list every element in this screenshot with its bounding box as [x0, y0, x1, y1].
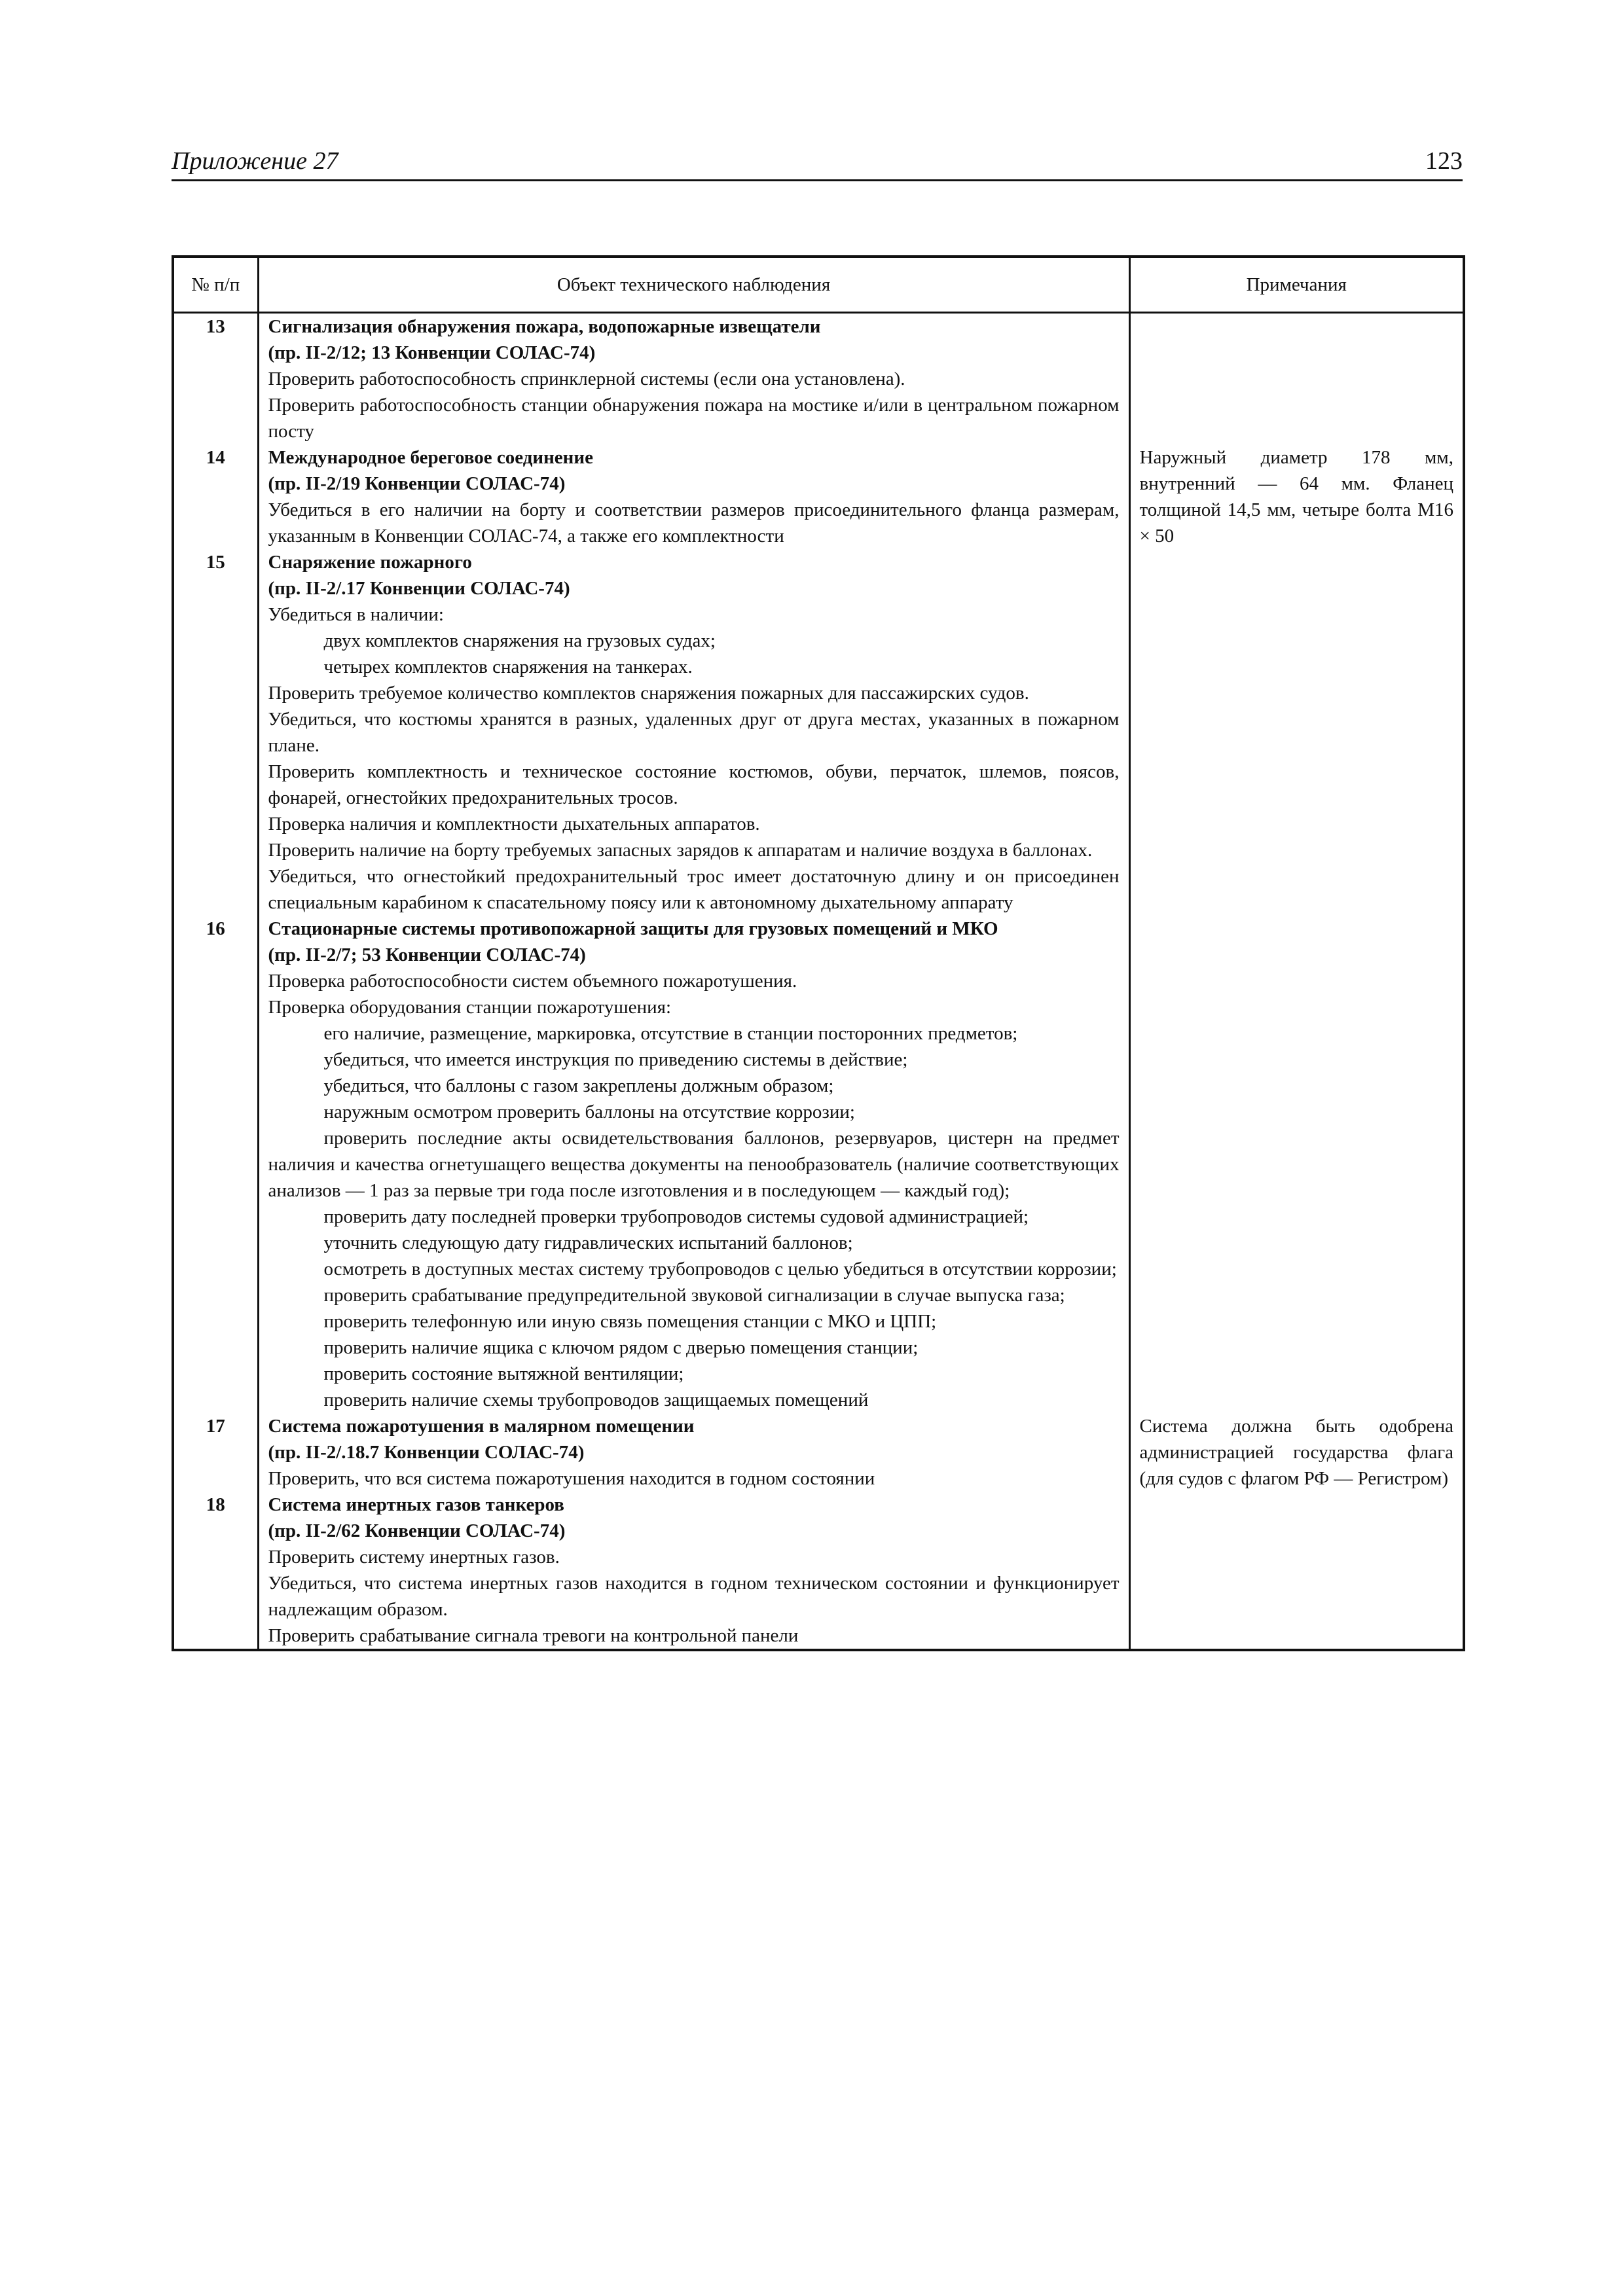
- row-note: Система должна быть одобрена администрацией государства флага (для судов с флагом РФ — Регистром): [1129, 1413, 1464, 1492]
- row-object: [258, 549, 1129, 916]
- item-text-line: Проверить наличие на борту требуемых запасных зарядов к аппаратам и наличие воздуха в баллонах.: [268, 840, 1093, 861]
- item-reference: (пр. II-2/7; 53 Конвенции СОЛАС-74): [268, 944, 586, 965]
- item-text-line: проверить состояние вытяжной вентиляции;: [323, 1363, 684, 1384]
- table-row: [173, 313, 1464, 445]
- item-text-line: Проверить работоспособность станции обнаружения пожара на мостике и/или в центральном пожарном посту: [268, 395, 1120, 442]
- page-header: [172, 143, 1463, 181]
- item-text-line: четырех комплектов снаряжения на танкерах.: [323, 656, 693, 677]
- column-header-object: Объект технического наблюдения: [258, 257, 1129, 313]
- item-reference: (пр. II-2/12; 13 Конвенции СОЛАС-74): [268, 342, 596, 363]
- item-title: Снаряжение пожарного: [268, 552, 472, 573]
- item-text-line: наружным осмотром проверить баллоны на отсутствие коррозии;: [323, 1102, 855, 1122]
- item-text-line: Убедиться в его наличии на борту и соответствии размеров присоединительного фланца размерам, указанным в Конвенции СОЛАС-74, а также его комплектности: [268, 499, 1120, 547]
- item-text-line: Проверить систему инертных газов.: [268, 1547, 560, 1568]
- column-header-notes: Примечания: [1129, 257, 1464, 313]
- item-text-line: проверить срабатывание предупредительной звуковой сигнализации в случае выпуска газа;: [323, 1285, 1065, 1306]
- row-object: [258, 1413, 1129, 1492]
- item-text-line: убедиться, что имеется инструкция по приведению системы в действие;: [323, 1049, 908, 1070]
- item-text-line: проверить дату последней проверки трубопроводов системы судовой администрацией;: [323, 1206, 1029, 1227]
- item-text-line: Проверить работоспособность спринклерной системы (если она установлена).: [268, 368, 905, 389]
- item-text-line: Проверить срабатывание сигнала тревоги на контрольной панели: [268, 1625, 799, 1646]
- item-text-line: проверить последние акты освидетельствования баллонов, резервуаров, цистерн на предмет наличия и качества огнетушащего вещества документы на пенообразователь (наличие соответствующих анализов — 1 раз за первые три года после изготовления и в последующем — каждый год);: [268, 1128, 1120, 1201]
- row-note: [1129, 1492, 1464, 1650]
- item-text-line: проверить телефонную или иную связь помещения станции с МКО и ЦПП;: [323, 1311, 937, 1332]
- table-row: [173, 444, 1464, 549]
- item-text-line: Проверить, что вся система пожаротушения находится в годном состоянии: [268, 1468, 875, 1489]
- item-reference: (пр. II-2/.17 Конвенции СОЛАС-74): [268, 578, 570, 599]
- table-row: [173, 549, 1464, 916]
- row-number: 18: [173, 1492, 258, 1650]
- item-title: Международное береговое соединение: [268, 447, 593, 468]
- item-text-line: Убедиться, что огнестойкий предохранительный трос имеет достаточную длину и он присоединен специальным карабином к спасательному поясу или к автономному дыхательному аппарату: [268, 866, 1120, 913]
- item-text-line: Проверка наличия и комплектности дыхательных аппаратов.: [268, 814, 760, 834]
- table-row: [173, 916, 1464, 1413]
- row-note: [1129, 916, 1464, 1413]
- item-reference: (пр. II-2/.18.7 Конвенции СОЛАС-74): [268, 1442, 585, 1463]
- item-text-line: проверить наличие ящика с ключом рядом с дверью помещения станции;: [323, 1337, 919, 1358]
- row-object: [258, 444, 1129, 549]
- row-number: 15: [173, 549, 258, 916]
- row-note: Наружный диаметр 178 мм, внутренний — 64 мм. Фланец толщиной 14,5 мм, четыре болта М16 × 50: [1129, 444, 1464, 549]
- item-text-line: убедиться, что баллоны с газом закреплены должным образом;: [323, 1075, 834, 1096]
- item-text-line: проверить наличие схемы трубопроводов защищаемых помещений: [323, 1390, 869, 1410]
- table-body: [173, 313, 1464, 1651]
- row-object: [258, 1492, 1129, 1650]
- table-row: [173, 1492, 1464, 1650]
- item-text-line: Проверка работоспособности систем объемного пожаротушения.: [268, 971, 797, 992]
- page-number: 123: [1425, 147, 1463, 175]
- row-note: [1129, 313, 1464, 445]
- item-reference: (пр. II-2/19 Конвенции СОЛАС-74): [268, 473, 566, 494]
- item-text-line: осмотреть в доступных местах систему трубопроводов с целью убедиться в отсутствии коррозии;: [323, 1259, 1117, 1280]
- row-object: [258, 313, 1129, 445]
- item-text-line: двух комплектов снаряжения на грузовых судах;: [323, 630, 716, 651]
- row-note: [1129, 549, 1464, 916]
- table-header-row: [173, 257, 1464, 313]
- item-text-line: Проверка оборудования станции пожаротушения:: [268, 997, 672, 1018]
- column-header-number: № п/п: [173, 257, 258, 313]
- item-text-line: уточнить следующую дату гидравлических испытаний баллонов;: [323, 1232, 853, 1253]
- item-title: Система пожаротушения в малярном помещении: [268, 1416, 695, 1437]
- item-text-line: Убедиться в наличии:: [268, 604, 444, 625]
- item-text-line: Проверить требуемое количество комплектов снаряжения пожарных для пассажирских судов.: [268, 683, 1029, 704]
- table-row: [173, 1413, 1464, 1492]
- item-text-line: его наличие, размещение, маркировка, отсутствие в станции посторонних предметов;: [323, 1023, 1018, 1044]
- item-title: Система инертных газов танкеров: [268, 1494, 564, 1515]
- item-title: Стационарные системы противопожарной защиты для грузовых помещений и МКО: [268, 918, 998, 939]
- item-text-line: Проверить комплектность и техническое состояние костюмов, обуви, перчаток, шлемов, поясов, фонарей, огнестойких предохранительных тросов.: [268, 761, 1120, 808]
- item-reference: (пр. II-2/62 Конвенции СОЛАС-74): [268, 1520, 566, 1541]
- observation-table: [172, 255, 1465, 1651]
- row-number: 14: [173, 444, 258, 549]
- row-object: [258, 916, 1129, 1413]
- row-number: 13: [173, 313, 258, 445]
- row-number: 16: [173, 916, 258, 1413]
- item-text-line: Убедиться, что костюмы хранятся в разных, удаленных друг от друга местах, указанных в пожарном плане.: [268, 709, 1120, 756]
- appendix-title: Приложение 27: [172, 147, 338, 175]
- item-title: Сигнализация обнаружения пожара, водопожарные извещатели: [268, 316, 821, 337]
- row-number: 17: [173, 1413, 258, 1492]
- item-text-line: Убедиться, что система инертных газов находится в годном техническом состоянии и функционирует надлежащим образом.: [268, 1573, 1120, 1620]
